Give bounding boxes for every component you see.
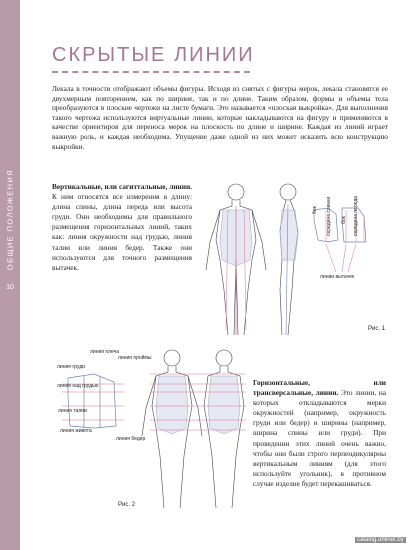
label-bok-2: бок [341,216,347,224]
figure-1-illustration [196,180,390,340]
page-title: СКРЫТЫЕ ЛИНИИ [52,44,255,66]
page-number: 10 [6,284,14,291]
horizontal-lines-text [253,378,386,489]
vertical-lines-heading: Вертикальные, или сагиттальные, линии. [52,182,192,191]
figure-2-illustration [54,336,250,516]
label-seredina-spinki: середина спинки [326,196,332,236]
watermark: catalog.onliner.by [357,537,404,543]
label-liniya-zhivota: линия живота [60,428,92,434]
section-label-text: ОБЩИЕ ПОЛОЖЕНИЯ [5,168,15,271]
label-seredina-pereda: середина переда [353,195,359,236]
section-label [0,160,20,290]
horizontal-lines-body: Это линии, на которых откладываются мерки окружностей (например, окружность груди или бедер) и ширины (например, ширина спины или груди). При проведении этих линий очень важно, чтобы они были строго перпендикулярны вертикальным линиям (для этого используйте угольник), в противном случае изделие будет перекашиваться. [253,388,387,488]
label-liniya-nad-grudyu: линия над грудью [57,383,99,389]
side-bodysuit [280,210,298,260]
label-liniya-talii: линия талии [58,408,87,414]
vertical-lines-body: К ним относятся все измерения в длину: длина спины, длина переда или высота груди. Они необходимы для правильного размещения горизонтальных линий, таких как: линия окружности над грудью, линия талии или линия бедер. Также они используются для точного размещения вытачек. [52,192,192,272]
vertical-lines-text [52,182,192,273]
label-liniya-grudi: линия груди [57,364,85,370]
title-underline [52,71,250,73]
label-liniya-proymy: линия проймы [118,355,152,361]
label-liniya-plecha: линия плеча [90,349,119,355]
label-linii-vytachek: линии вытачек [320,274,355,280]
label-liniya-beder: линия бедер [116,436,146,442]
intro-paragraph: Лекала в точности отображают объемы фигуры. Исходя из снятых с фигуры мерок, лекала становятся ее двухмерным повторением, как по ширине, так и по длине. Таким образом, формы и объемы тела преобразуются в плоские чертежи на листе бумаги. Это называется «плоская выкройка». Для выполнения такого чертежа используются виртуальные линии, которые накладываются на фигуру и применяются в качестве ориентиров для переноса мерок на плоскость по длине и ширине. Каждая из линий играет важную роль, и каждая необходима. Упущение даже одной из них может исказить всю конструкцию выкройки. [52,84,388,151]
horizontal-lines-heading: Горизонтальные, или трансверсальные, линии. [253,378,386,398]
figure-2-caption: Рис. 2 [118,502,136,508]
label-bok-1: бок [312,206,318,214]
sidebar [0,0,20,550]
figure-1-caption: Рис. 1 [368,326,386,332]
